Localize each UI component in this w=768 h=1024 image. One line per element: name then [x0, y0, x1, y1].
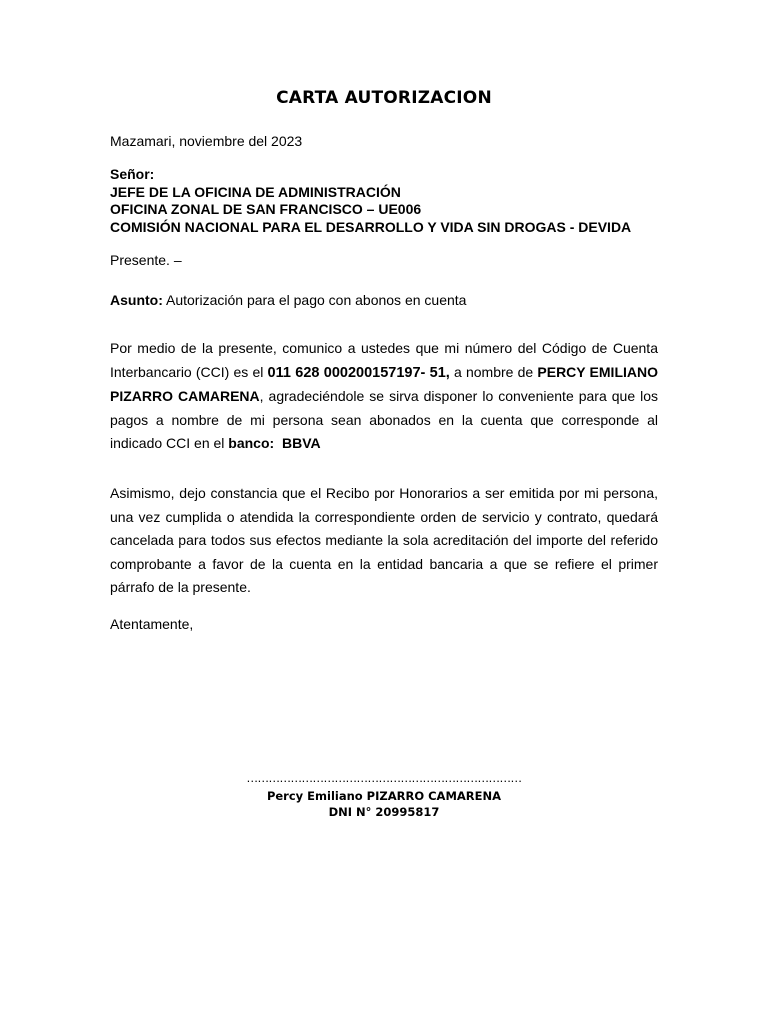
letter-title: CARTA AUTORIZACION [276, 88, 492, 108]
closing-line: Atentamente, [110, 616, 194, 632]
signer-name: Percy Emiliano PIZARRO CAMARENA [266, 789, 502, 803]
cci-number: 011 628 000200157197- 51, [267, 364, 450, 381]
signature-line: ………………………………………………………………… [246, 771, 522, 785]
signer-dni: DNI N° 20995817 [328, 805, 440, 819]
bank-name: BBVA [274, 435, 321, 451]
subject-text: Autorización para el pago con abonos en cuenta [162, 292, 467, 308]
account-holder-name: PERCY EMILIANO PIZARRO CAMARENA [110, 363, 658, 404]
presente-line: Presente. – [110, 252, 182, 268]
paragraph-receipt: Asimismo, dejo constancia que el Recibo por Honorarios a ser emitida por mi persona, una vez cumplida o atendida la correspondiente orden de servicio y contrato, quedará cancelada para todos sus efectos mediante la sola acreditación del importe del referido comprobante a favor de la cuenta en la entidad bancaria a que se refiere el primer párrafo de la presente. [110, 485, 658, 595]
recipient-line-1: JEFE DE LA OFICINA DE ADMINISTRACIÓN [110, 183, 401, 200]
paragraph1-part3: , agradeciéndole se sirva disponer lo conveniente para que los pagos a nombre de mi persona sean abonados en la cuenta que corresponde al indicado CCI en el [110, 388, 658, 451]
paragraph1-part1: Por medio de la presente, comunico a ustedes que mi número del Código de Cuenta Interbancario (CCI) es el [110, 340, 658, 380]
recipient-salutation: Señor: [110, 166, 155, 182]
recipient-line-2: OFICINA ZONAL DE SAN FRANCISCO – UE006 [110, 201, 422, 217]
recipient-block [110, 166, 658, 236]
paragraph-authorization [110, 337, 658, 456]
date-line: Mazamari, noviembre del 2023 [110, 133, 303, 149]
subject-line [110, 292, 658, 309]
recipient-line-3: COMISIÓN NACIONAL PARA EL DESARROLLO Y VIDA SIN DROGAS - DEVIDA [110, 218, 632, 235]
subject-label: Asunto: [110, 292, 163, 308]
paragraph1-part2: a nombre de [449, 363, 538, 380]
bank-label: banco: [228, 435, 275, 451]
